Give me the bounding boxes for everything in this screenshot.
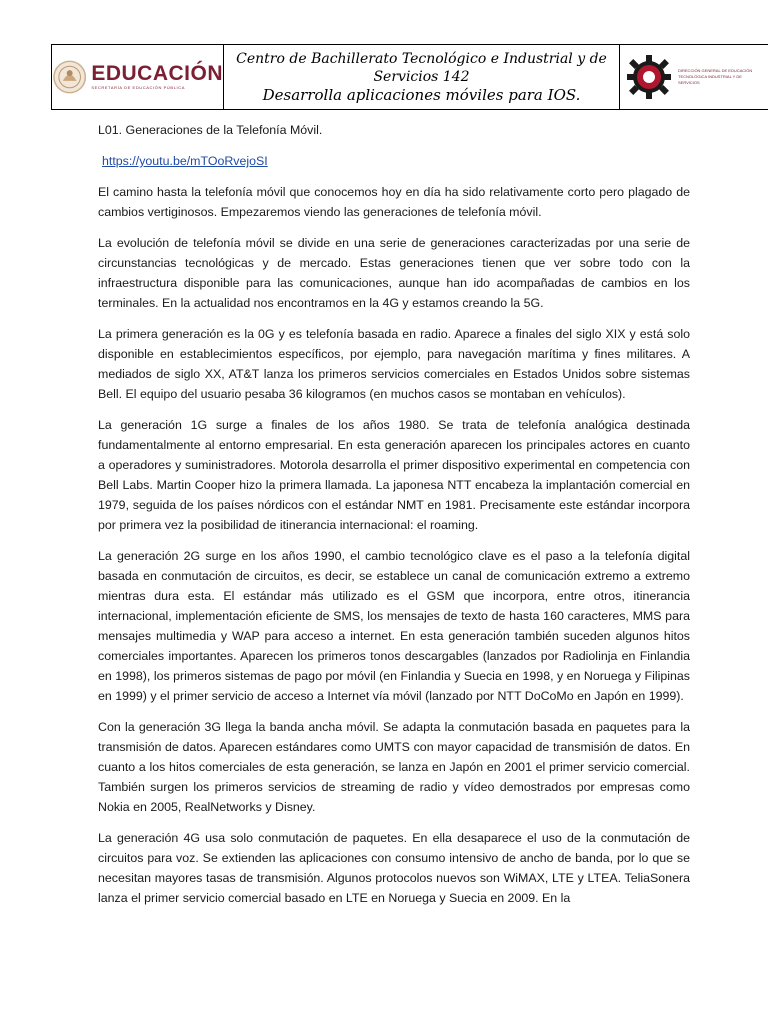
national-seal-icon [52,59,87,95]
header-titles [224,45,620,109]
paragraph-intro: El camino hasta la telefonía móvil que conocemos hoy en día ha sido relativamente corto pero plagado de cambios vertiginosos. Empezaremos viendo las generaciones de telefonía móvil. [98,185,690,219]
lesson-title: L01. Generaciones de la Telefonía Móvil. [98,123,323,137]
document-body [98,120,690,919]
paragraph-0g: La primera generación es la 0G y es telefonía basada en radio. Aparece a finales del siglo XIX y está solo disponible en establecimientos específicos, por ejemplo, para navegación marítima y fines militares. A mediados de siglo XX, AT&T lanza los primeros servicios comerciales en Estados Unidos sobre sistemas Bell. El equipo del usuario pesaba 36 kilogramos (en muchos casos se montaban en vehículos). [98,327,690,401]
paragraph-2g: La generación 2G surge en los años 1990, el cambio tecnológico clave es el paso a la telefonía digital basada en conmutación de circuitos, es decir, se establece un canal de comunicación extremo a extremo mientras dura esta. El estándar más utilizado es el GSM que incorpora, entre otros, itinerancia internacional, implementación eficiente de SMS, los mensajes de texto de hasta 160 caracteres, MMS para mensajes multimedia y WAP para acceso a internet. En esta generación también suceden algunos hitos comerciales importantes. Aparecen los primeros tonos descargables (lanzados por Radiolinja en Finlandia en 1998), los primeros sistemas de pago por móvil (en Finlandia y Suecia en 1998, y en Noruega y Filipinas en 1999) y el primer servicio de acceso a Internet vía móvil (lanzado por NTT DoCoMo en Japón en 1999). [98,549,690,703]
school-name: Centro de Bachillerato Tecnológico e Industrial y de Servicios 142 [236,51,607,85]
dgeti-name: DIRECCIÓN GENERAL DE EDUCACIÓN TECNOLÓGICA INDUSTRIAL Y DE SERVICIOS [678,68,753,85]
logo-subtitle: SECRETARÍA DE EDUCACIÓN PÚBLICA [91,85,185,90]
paragraph-4g: La generación 4G usa solo conmutación de paquetes. En ella desaparece el uso de la conmutación de circuitos para voz. Se extienden las aplicaciones con consumo intensivo de ancho de banda, por lo que se necesitan mayores tasas de transmisión. Algunos protocolos nuevos son WiMAX, LTE y LTEA. TeliaSonera lanza el primer servicio comercial basado en LTE en Noruega y Suecia en 2009. En la [98,831,690,905]
video-link-row [98,151,690,171]
logo-title: EDUCACIÓN [91,62,223,85]
video-link[interactable]: https://youtu.be/mTOoRvejoSI [102,154,268,168]
course-name: Desarrolla aplicaciones móviles para IOS. [262,86,581,104]
dgeti-logo [620,45,768,109]
document-header [51,44,768,110]
paragraph-evolution: La evolución de telefonía móvil se divide en una serie de generaciones caracterizadas por una serie de circunstancias tecnológicas y de mercado. Estas generaciones tienen que ver sobre todo con la infraestructura disponible para las comunicaciones, aunque han ido acompañadas de cambios en los terminales. En la actualidad nos encontramos en la 4G y estamos creando la 5G. [98,236,690,310]
sep-logo [51,45,224,109]
paragraph-1g: La generación 1G surge a finales de los años 1980. Se trata de telefonía analógica destinada fundamentalmente al entorno empresarial. En esta generación aparecen los principales actores en cuanto a operadores y suministradores. Motorola desarrolla el primer dispositivo experimental en competencia con Bell Labs. Martin Cooper hizo la primera llamada. La japonesa NTT encabeza la implantación comercial en 1979, seguida de los países nórdicos con el estándar NMT en 1981. Precisamente este estándar incorpora por primera vez la posibilidad de itinerancia internacional: el roaming. [98,418,690,532]
gear-emblem-icon [626,54,672,100]
paragraph-3g: Con la generación 3G llega la banda ancha móvil. Se adapta la conmutación basada en paquetes para la transmisión de datos. Aparecen estándares como UMTS con mayor capacidad de transmisión de datos. En cuanto a los hitos comerciales de esta generación, se lanza en Japón en 2001 el primer servicio comercial. También surgen los primeros servicios de streaming de radio y vídeo demostrados por empresas como Nokia en 2005, RealNetworks y Disney. [98,720,690,814]
